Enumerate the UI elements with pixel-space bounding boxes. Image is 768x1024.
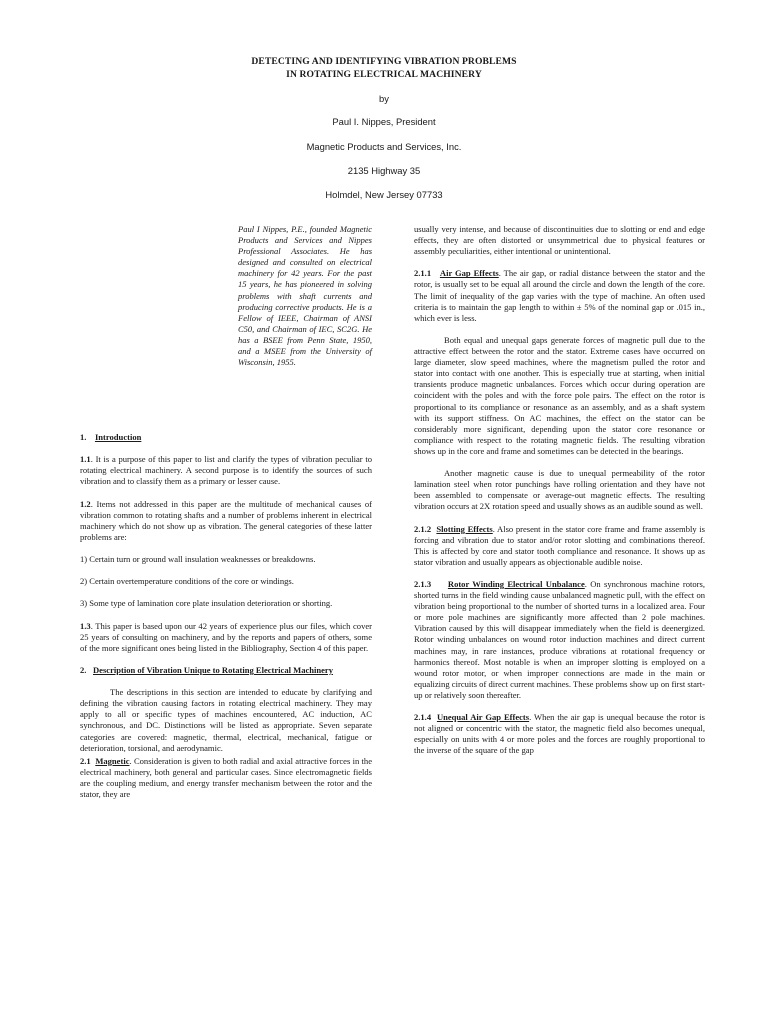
list-item-1: 1) Certain turn or ground wall insulation weaknesses or breakdowns. (80, 554, 316, 565)
list-item-2: 2) Certain overtemperature conditions of the core or windings. (80, 576, 294, 587)
paragraph-1-1-number: 1.1 (80, 454, 91, 465)
section-1-number: 1. (80, 432, 87, 442)
permeability-paragraph: Another magnetic cause is due to unequal permeability of the rotor lamination steel when rotor punchings have rolling orientation and they have not been assembled to compensate or average-out magnetic effects. The resulting vibration occurs at 2X rotation speed and usually shows as an audible sound as well. (414, 468, 705, 512)
paragraph-2-1-2-title: Slotting Effects (436, 523, 493, 534)
left-column (80, 432, 372, 800)
title-line-2: IN ROTATING ELECTRICAL MACHINERY (286, 69, 482, 80)
magnetic-pull-paragraph: Both equal and unequal gaps generate forces of magnetic pull due to the attractive effect between the rotor and the stator. Extreme cases have occurred on large diameter, slow speed machines, where the magnetism pulled the rotor and stator into contact with one another. This is especially true at starting, when initial transients produce magnetic unbalances. Forces which occur during operation are coincident with the poles and with the force pole pairs. The effect on the rotor is proportional to its compliance or resonance as an assembly, and as a shaft system with its support stiffness. On AC machines, the effect on the stator can be considerably more significant, depending upon the stator core resonance or compliance with respect to the rotating magnetic fields. The resulting vibration shows up in the core and frame and sometimes can be detected in the bearings. (414, 334, 705, 456)
city-address: Holmdel, New Jersey 07733 (325, 189, 443, 200)
list-item-3: 3) Some type of lamination core plate insulation deterioration or shorting. (80, 598, 333, 609)
paragraph-2-1-3-number: 2.1.3 (414, 579, 432, 589)
paragraph-2-1-2 (414, 524, 705, 568)
continued-paragraph: usually very intense, and because of discontinuities due to slotting or end and edge effects, they are often distorted or unsymmetrical due to physical features or assembly peculiarities, either intentional or unintentional. (414, 224, 705, 257)
paragraph-2-1-1-number: 2.1.1 (414, 268, 432, 279)
section-2-intro: The descriptions in this section are intended to educate by clarifying and defining the vibration causing factors in rotating electrical machinery. They may apply to all or specific types of machines encountered, AC induction, AC synchronous, and DC. Distinctions will be listed as appropriate. Seven separate categories are covered: magnetic, thermal, electrical, mechanical, fatigue or deterioration, torsional, and aerodynamic. (80, 687, 372, 753)
paragraph-2-1-3-title: Rotor Winding Electrical Unbalance (447, 579, 585, 589)
section-1-title: Introduction (94, 432, 142, 442)
section-2-title: Description of Vibration Unique to Rotating Electrical Machinery (93, 664, 334, 675)
paragraph-1-3-number: 1.3 (80, 620, 91, 631)
paragraph-2-1-4-number: 2.1.4 (414, 712, 432, 723)
paragraph-2-1-1-title: Air Gap Effects (439, 268, 499, 279)
paragraph-2-1-1-text: . The air gap, or radial distance between the stator and the rotor, is usually set to be equal all around the circle and down the length of the core. The limit of inequality of the gap varies with the type of machine. An often used criteria is to maintain the gap length to within ± 5% of the nominal gap or .015 in., which ever is less. (414, 268, 705, 323)
paragraph-2-1-3-text: . On synchronous machine rotors, shorted turns in the field winding cause unbalanced magnetic pull, with the effect on vibration being proportional to the number of shorted turns in a localized area. Four or more pole machines are significantly more affected than 2 pole machines. Vibration caused by this will disappear immediately when the field is deenergized. Rotor winding unbalances on wound rotor induction machines and direct current machines may, in rare instances, produce vibrations at rotational frequency or harmonics thereof. Most notable is when an improper slotting is employed on a wound rotor motor, or when improper connections are made in the main or equalizing circuits of direct current machines. These problems show up on first start-up or relatively soon thereafter. (414, 579, 705, 700)
paragraph-2-1 (80, 756, 372, 800)
paragraph-1-3-text: . This paper is based upon our 42 years of experience plus our files, which cover 25 years of consulting on machinery, and by the reports and papers of others, some of the more significant ones being listed in the Bibliography, Section 4 of this paper. (80, 620, 372, 653)
paragraph-1-1 (80, 454, 372, 487)
paragraph-2-1-1 (414, 268, 705, 323)
paragraph-2-1-4-title: Unequal Air Gap Effects (436, 712, 530, 723)
section-2-number: 2. (80, 664, 87, 675)
paragraph-2-1-4-text: . When the air gap is unequal because the rotor is not aligned or concentric with the stator, the magnetic field also becomes unequal, especially on units with 4 or more poles and the forces are roughly proportional to the inverse of the square of the gap (414, 712, 706, 756)
paragraph-2-1-number: 2.1 (80, 755, 91, 766)
paragraph-2-1-text: . Consideration is given to both radial and axial attractive forces in the electrical machinery, both general and particular cases. Since electromagnetic fields are the coupling medium, and energy transfer mechanism between the rotor and the stator, they are (80, 755, 372, 799)
section-2-heading (80, 665, 372, 676)
paragraph-1-2 (80, 499, 372, 543)
paragraph-1-3 (80, 621, 372, 654)
author-name: Paul I. Nippes, President (332, 116, 436, 127)
by-line: by (379, 93, 389, 104)
author-bio: Paul I Nippes, P.E., founded Magnetic Products and Services and Nippes Professional Associates. He has designed and consulted on electrical machinery for 42 years. For the past 15 years, he has pioneered in solving problems with shaft currents and producing corrective products. He is a Fellow of IEEE, Chairman of ANSI C50, and Chairman of IEC, SC2G. He has a BSEE from Penn State, 1950, and a MSEE from the University of Wisconsin, 1955. (238, 224, 372, 368)
right-column (414, 224, 705, 757)
paragraph-1-2-text: . Items not addressed in this paper are the multitude of mechanical causes of vibration common to rotating shafts and a number of problems inherent in electrical machinery which do not show up as vibration. The general categories of these latter problems are: (80, 498, 372, 542)
paragraph-2-1-2-text: . Also present in the stator core frame and frame assembly is forcing and vibration due to stator and/or rotor slotting and combinations thereof. This is affected by core and stator tooth compliance and resonance. It shows up as stator vibration and usually appears as objectionable audible noise. (414, 523, 705, 567)
section-1-heading (80, 432, 372, 443)
street-address: 2135 Highway 35 (347, 165, 421, 176)
paragraph-2-1-3 (414, 579, 705, 701)
paragraph-2-1-4 (414, 712, 705, 756)
company-name: Magnetic Products and Services, Inc. (306, 141, 462, 152)
paragraph-1-1-text: . It is a purpose of this paper to list and clarify the types of vibration peculiar to rotating electrical machinery. A second purpose is to identify the sources of such vibration and to classify them as a primary or lesser cause. (80, 454, 372, 487)
paragraph-2-1-2-number: 2.1.2 (414, 523, 432, 534)
paragraph-2-1-title: Magnetic (95, 755, 130, 766)
title-line-1: DETECTING AND IDENTIFYING VIBRATION PROBLEMS (251, 56, 517, 67)
paragraph-1-2-number: 1.2 (80, 498, 91, 509)
